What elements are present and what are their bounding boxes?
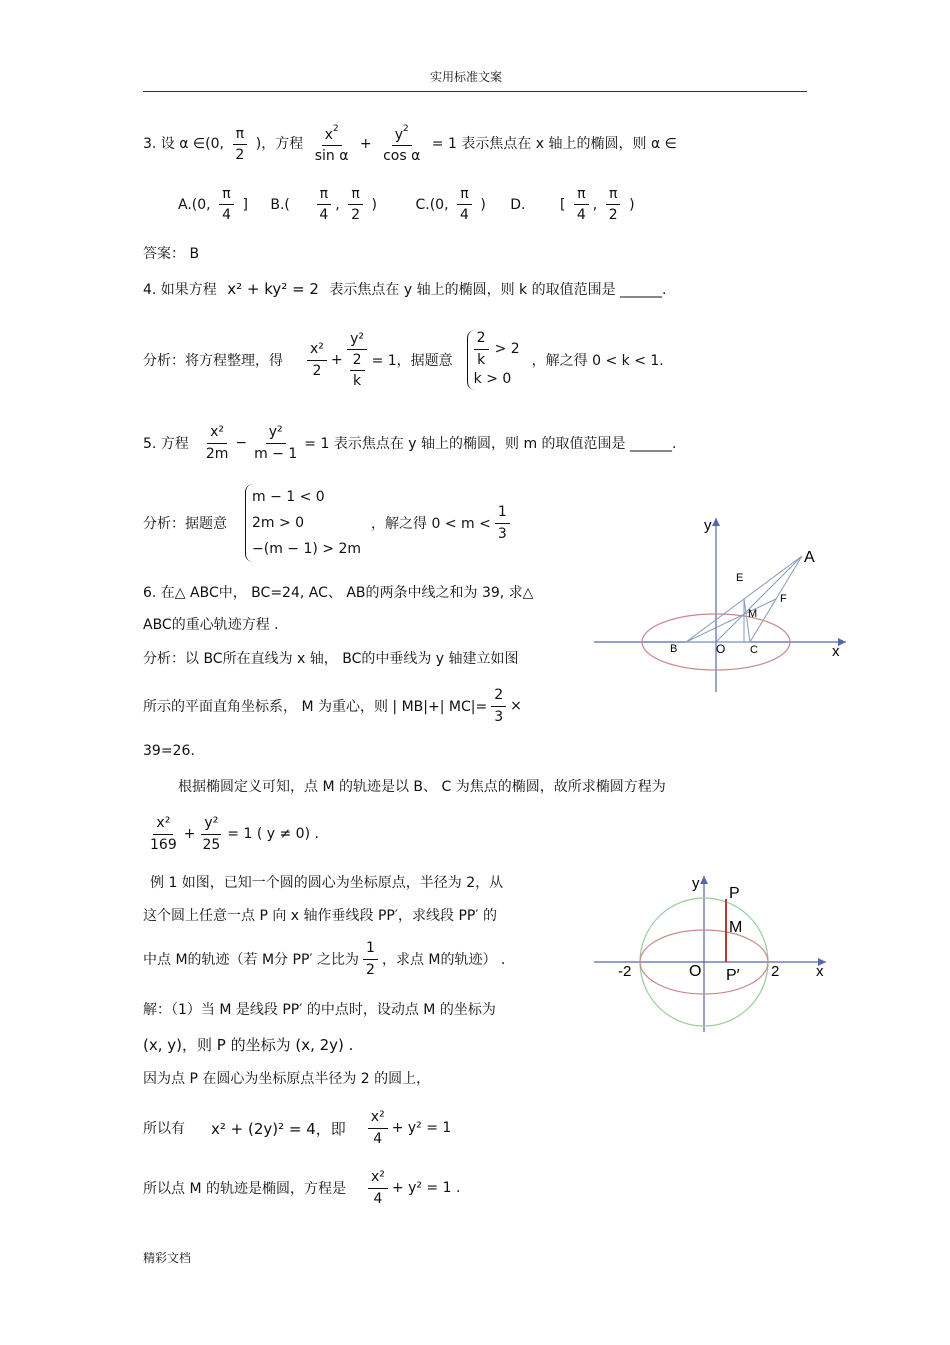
option-c-post: ) <box>480 196 486 213</box>
q5-analysis <box>143 481 514 565</box>
q4-conditions <box>467 330 520 389</box>
q4-result: ，解之得 0 < k < 1. <box>531 353 664 369</box>
frac-den: k <box>353 373 362 390</box>
plus-sign: + <box>330 352 343 368</box>
plus-sign: + <box>359 136 372 153</box>
ex1-line3-post: ，求点 M的轨迹） . <box>381 952 506 968</box>
ex1-frac <box>363 940 378 977</box>
minus-sign: − <box>235 435 248 451</box>
q5-frac-y <box>251 424 300 461</box>
fig2-label-y: y <box>692 875 700 892</box>
q6-line4 <box>143 683 522 729</box>
case1-frac <box>474 330 489 367</box>
fig2-label-o: O <box>689 963 702 980</box>
comma: , <box>335 196 340 213</box>
frac-num: x² <box>153 815 173 834</box>
frac-num: y² <box>201 815 221 834</box>
frac-den: 25 <box>202 836 221 853</box>
frac-den: 4 <box>576 207 586 224</box>
frac-den: 2 <box>608 207 618 224</box>
frac-den: 2 <box>366 961 375 978</box>
ex1-line8-post: + y² = 1 . <box>391 1180 461 1196</box>
q6-ellipse-equation <box>143 810 319 858</box>
frac-den: 4 <box>222 207 231 224</box>
frac-den: 169 <box>150 836 177 853</box>
ex1-line2: 这个圆上任意一点 P 向 x 轴作垂线段 PP′，求线段 PP′ 的 <box>143 908 498 924</box>
q4-frac-y <box>347 331 368 389</box>
q3-suffix: = 1 表示焦点在 x 轴上的椭圆，则 α ∈ <box>431 136 677 153</box>
page-footer: 精彩文档 <box>143 1251 192 1265</box>
option-d-frac2 <box>606 186 621 223</box>
ex1-line4: 解：（1）当 M 是线段 PP′ 的中点时，设动点 M 的坐标为 <box>143 1002 496 1018</box>
ex1-frac-x <box>368 1109 388 1146</box>
ex1-frac-x2 <box>368 1169 388 1206</box>
frac-num: y² <box>266 424 286 443</box>
median-ce <box>744 599 750 642</box>
frac-den: 4 <box>459 207 469 224</box>
frac-num: x² <box>307 341 327 360</box>
fig2-label-m: M <box>729 919 743 936</box>
option-b-frac1 <box>316 186 331 223</box>
q4-analysis-pre: 分析：将方程整理，得 <box>143 353 283 369</box>
q5-cond2: 2m > 0 <box>252 515 305 531</box>
option-a-pre: A.(0, <box>178 196 211 213</box>
frac-num: π <box>233 126 247 145</box>
bracket-open: [ <box>559 196 566 213</box>
frac-den: cos α <box>383 148 421 165</box>
frac-num: $y^2$ <box>392 124 412 146</box>
y-axis-arrow-icon <box>712 518 720 526</box>
frac-den: 2 <box>235 146 245 163</box>
q6-line3: 分析：以 BC所在直线为 x 轴， BC的中垂线为 y 轴建立如图 <box>143 651 519 667</box>
ex1-line8 <box>143 1164 460 1212</box>
fig2-label-pprime: P′ <box>726 967 740 984</box>
option-a-frac <box>219 186 234 223</box>
frac-num-y: y <box>394 127 403 143</box>
fig1-label-e: E <box>736 572 744 584</box>
q6-line5: 39=26. <box>143 743 195 759</box>
fig1-label-m: M <box>748 608 758 620</box>
frac-num: 1 <box>363 940 378 959</box>
fig2-label-2: 2 <box>771 963 780 980</box>
q4-frac-x <box>307 341 327 378</box>
q4-pre: 4. 如果方程 <box>143 282 217 298</box>
option-d-post: ) <box>629 196 635 213</box>
ex1-line1: 例 1 如图，已知一个圆的圆心为坐标原点，半径为 2，从 <box>150 875 504 891</box>
comma: , <box>592 196 598 213</box>
q4-eq1: = 1，据题意 <box>371 353 453 369</box>
option-d-pre: D. <box>510 196 526 213</box>
frac-num-x: x <box>324 127 333 143</box>
q3-x-frac <box>312 124 352 164</box>
frac-num: $x^2$ <box>322 124 342 146</box>
frac-num: 2 <box>491 687 506 706</box>
question-5 <box>143 420 676 466</box>
q4-equation: x² + ky² = 2 <box>227 280 319 298</box>
q5-frac-x <box>203 424 232 461</box>
frac-den: 3 <box>494 708 504 725</box>
fig1-label-f: F <box>780 593 787 605</box>
fig1-label-x: x <box>832 643 840 660</box>
fig2-label-neg2: -2 <box>618 963 632 980</box>
option-b-frac2 <box>348 186 363 223</box>
q3-answer: 答案： B <box>143 246 200 262</box>
ex1-line7-pre: 所以有 <box>143 1121 185 1137</box>
q5-analysis-pre: 分析：据题意 <box>143 516 227 532</box>
ex1-line6: 因为点 P 在圆心为坐标原点半径为 2 的圆上， <box>143 1071 431 1087</box>
q6-frac-x <box>147 815 180 852</box>
question-3 <box>143 124 677 164</box>
frac-num: 2 <box>350 352 365 371</box>
case1-rel: > 2 <box>494 341 520 357</box>
frac-den: 4 <box>319 207 329 224</box>
q4-post: 表示焦点在 y 轴上的椭圆，则 k 的取值范围是 ______. <box>329 282 667 298</box>
q6-line4-pre: 所示的平面直角坐标系， M 为重心，则 | MB|+| MC|= <box>143 699 488 715</box>
q4-analysis <box>143 318 664 402</box>
frac-den: 4 <box>373 1130 383 1147</box>
option-a <box>178 186 252 224</box>
q6-frac <box>491 687 506 724</box>
ex1-line7 <box>143 1104 451 1152</box>
frac-num: π <box>348 186 362 205</box>
ex1-line3-pre: 中点 M的轨迹（若 M分 PP′ 之比为 <box>143 952 360 968</box>
q6-frac-y <box>199 815 223 852</box>
frac-den: sin α <box>314 148 349 165</box>
inner-frac <box>350 352 365 389</box>
q3-mid: )，方程 <box>255 136 304 153</box>
figure-triangle-ellipse <box>590 510 852 700</box>
ex1-line3 <box>143 936 505 982</box>
fig1-label-b: B <box>670 643 678 655</box>
q5-result-pre: ，解之得 0 < m < <box>371 516 491 532</box>
q6-eq-post: = 1 ( y ≠ 0) . <box>227 826 319 842</box>
option-c-pre: C.(0, <box>415 196 449 213</box>
fig1-label-c: C <box>750 644 758 656</box>
q5-pre: 5. 方程 <box>143 436 189 452</box>
plus-sign: + <box>183 826 196 842</box>
question-4 <box>143 279 667 299</box>
frac-num: π <box>457 186 471 205</box>
frac-num: 2 <box>474 330 489 349</box>
figure-circle-ellipse <box>590 870 840 1040</box>
option-c-frac <box>457 186 472 223</box>
option-c <box>415 186 490 224</box>
q4-case1 <box>474 330 520 367</box>
fig2-label-p: P <box>729 885 740 902</box>
q6-line6: 根据椭圆定义可知，点 M 的轨迹是以 B、 C 为焦点的椭圆，故所求椭圆方程为 <box>178 779 666 795</box>
option-d-frac1 <box>574 186 589 223</box>
frac-den: k <box>477 351 486 368</box>
frac-num: x² <box>368 1169 388 1188</box>
ex1-line7-eq: x² + (2y)² = 4，即 <box>211 1119 346 1138</box>
q3-pi-over-2 <box>232 126 247 163</box>
ex1-line5: (x, y)，则 P 的坐标为 (x, 2y) . <box>143 1036 354 1054</box>
q4-case2: k > 0 <box>473 370 512 387</box>
option-d <box>510 186 635 224</box>
option-b-pre: B.( <box>270 196 290 213</box>
q5-cond3: −(m − 1) > 2m <box>252 541 362 557</box>
fig1-label-o: O <box>716 642 726 656</box>
q5-conditions <box>245 484 361 562</box>
frac-num: π <box>606 186 620 205</box>
option-b <box>270 186 381 224</box>
frac-num: π <box>574 186 588 205</box>
frac-num: π <box>317 186 331 205</box>
frac-den <box>347 350 368 389</box>
frac-num: y² <box>347 331 367 350</box>
ex1-line8-pre: 所以点 M 的轨迹是椭圆，方程是 <box>143 1181 346 1197</box>
frac-num: x² <box>207 424 227 443</box>
frac-num: π <box>219 186 233 205</box>
frac-den: 2m <box>205 445 229 462</box>
q6-line2: ABC的重心轨迹方程 . <box>143 617 279 633</box>
frac-den: 2 <box>351 207 361 224</box>
frac-den: 2 <box>312 362 322 379</box>
fig2-label-x: x <box>816 963 824 980</box>
q5-result-frac <box>495 504 510 541</box>
frac-den: m − 1 <box>254 445 298 462</box>
q5-post: = 1 表示焦点在 y 轴上的椭圆，则 m 的取值范围是 ______. <box>304 436 677 452</box>
times-sign: × <box>510 698 522 714</box>
fig1-label-a: A <box>804 549 815 566</box>
fig1-label-y: y <box>704 517 712 534</box>
y-axis-arrow-icon <box>700 876 708 884</box>
q3-prefix: 3. 设 α ∈(0, <box>143 136 224 153</box>
segment-oa <box>716 556 802 642</box>
option-a-post: ] <box>242 196 248 213</box>
ex1-line7-post: + y² = 1 <box>391 1120 452 1136</box>
q3-options <box>178 186 635 223</box>
frac-num: 1 <box>495 504 510 523</box>
header-rule <box>143 91 807 92</box>
frac-den: 3 <box>497 525 507 542</box>
option-b-post: ) <box>371 196 378 213</box>
q6-line1: 6. 在△ ABC中， BC=24, AC、 AB的两条中线之和为 39, 求△ <box>143 585 534 601</box>
page-header: 实用标准文案 <box>430 70 503 84</box>
q5-cond1: m − 1 < 0 <box>252 489 325 505</box>
frac-den: 4 <box>373 1190 383 1207</box>
frac-num: x² <box>368 1109 388 1128</box>
q3-y-frac <box>380 124 423 164</box>
